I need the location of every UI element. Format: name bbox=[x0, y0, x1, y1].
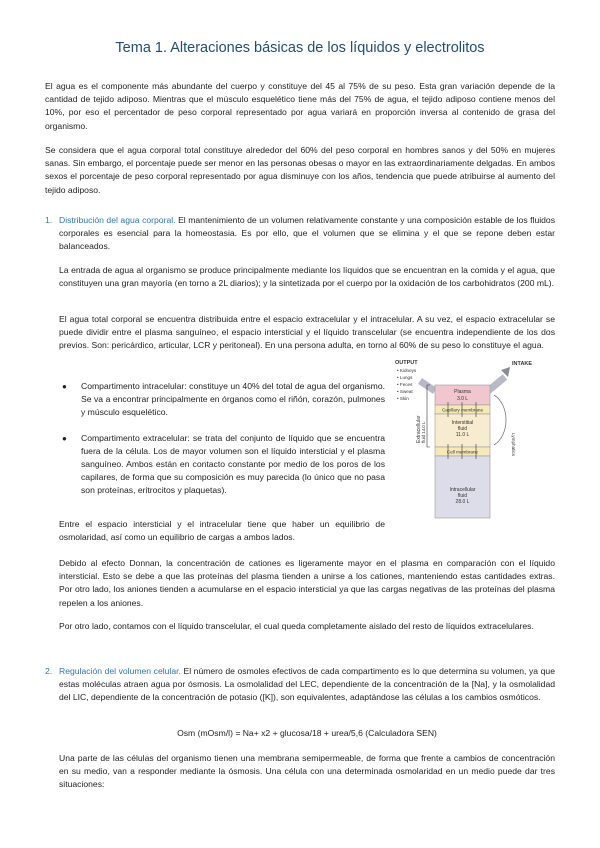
section-1-paragraph-3: El agua total corporal se encuentra distribuida entre el espacio extracelular y el intracelular. A su vez, el espacio extracelular se puede dividir entre el plasma sanguíneo, el espacio intersticial y el líquido transcelular (se encuentra independiente de los dos previos. Son: pericárdico, articular, LCR y peritoneal). En una persona adulta, en torno al 60% de su peso lo constituye el agua. bbox=[59, 314, 555, 351]
extracellular-bracket bbox=[427, 385, 430, 447]
section-1-paragraph-6: Por otro lado, contamos con el líquido transcelular, el cual queda completamente aislado del resto de líquidos extracelulares. bbox=[59, 621, 534, 631]
intro-paragraph-1: El agua es el componente más abundante del cuerpo y constituye del 45 al 75% de su peso. Esta gran variación depende de la cantidad de tejido adiposo. Mientras que el músculo esquelético tiene más del 75% de agua, el tejido adiposo contiene menos del 10%, por eso el percentador de peso corporal representado por agua variará en proporción inversa al contenido de grasa del organismo. bbox=[45, 81, 555, 131]
output-item-kidneys: • Kidneys bbox=[397, 368, 417, 373]
output-item-feces: • Feces bbox=[397, 382, 413, 387]
output-item-sweat: • Sweat bbox=[397, 389, 413, 394]
interstitial-volume: 11.0 L bbox=[455, 432, 470, 438]
lymphatics-curve bbox=[494, 395, 506, 445]
cell-membrane-label: Cell membrane bbox=[446, 449, 479, 455]
section-1-paragraph-2: La entrada de agua al organismo se produce principalmente mediante los líquidos que se encuentran en la comida y el agua, que constituyen una gran mayoría (en torno a 2L diarios); y la sintetizada por el cuerpo por la oxidación de los carbohidratos (200 mL). bbox=[59, 265, 555, 289]
intracellular-label-2: fluid bbox=[457, 493, 468, 499]
intake-tube bbox=[488, 377, 505, 391]
section-1-title: Distribución del agua corporal. bbox=[59, 215, 176, 225]
output-item-lungs: • Lungs bbox=[397, 375, 413, 380]
plasma-compartment bbox=[435, 385, 490, 405]
intro-paragraph-2: Se considera que el agua corporal total constituye alrededor del 60% del peso corporal en hombres sanos y del 50% en mujeres sanas. Sin embargo, el porcentaje puede ser menor en las personas obesas o mayor en las extraordinariamente delgadas. En ambos sexos el porcentaje de peso corporal representado por agua disminuye con los años, tendencia que puede atribuirse al aumento del tejido adiposo. bbox=[45, 145, 555, 195]
plasma-volume: 3.0 L bbox=[456, 396, 469, 402]
compartment-list bbox=[59, 380, 385, 498]
section-2-number: 2. bbox=[45, 666, 53, 676]
extracellular-side-label-2: fluid 14.0 L bbox=[421, 421, 426, 443]
body-fluid-compartments-figure bbox=[360, 355, 560, 520]
list-item-intracellular bbox=[59, 380, 385, 420]
intracellular-volume: 28.0 L bbox=[455, 499, 470, 505]
intracellular-label: Intracellular bbox=[449, 487, 476, 493]
section-1-paragraph-4: Entre el espacio intersticial y el intracelular tiene que haber un equilibrio de osmolaridad, así como un equilibrio de cargas a ambos lados. bbox=[59, 519, 385, 543]
bullet-icon: ● bbox=[62, 382, 67, 391]
section-2-title: Regulación del volumen celular. bbox=[59, 666, 181, 676]
plasma-label: Plasma bbox=[454, 389, 471, 395]
interstitial-label: Interstitial bbox=[451, 420, 474, 426]
intake-label: INTAKE bbox=[512, 361, 533, 367]
bullet-text: Compartimento extracelular: se trata del conjunto de líquido que se encuentra fuera de la célula. Los de mayor volumen son el líquido intersticial y el plasma sanguíneo. Ambos están en contacto constante por medio de los poros de los capilares, de forma que su composición es muy parecida (lo único que no pasa son proteínas, eritrocitos y plaquetas). bbox=[81, 432, 385, 496]
lymphatics-label: Lymphatics bbox=[511, 433, 516, 457]
section-1-lead: El mantenimiento de un volumen relativamente constante y una composición estable de los fluidos corporales es esencial para la homeostasia. Es por ello, que el volumen que se elimina y el que se repone deben estar balanceados. bbox=[59, 215, 555, 252]
interstitial-label-2: fluid bbox=[457, 426, 468, 432]
extracellular-side-label: Extracellular bbox=[416, 415, 422, 443]
output-tube bbox=[420, 381, 435, 391]
capillary-membrane-label: Capillary membrane bbox=[441, 407, 484, 413]
bullet-icon: ● bbox=[62, 433, 67, 443]
section-1-number: 1. bbox=[45, 215, 53, 225]
list-item-extracellular bbox=[59, 432, 385, 498]
section-1-heading-paragraph bbox=[45, 214, 555, 254]
section-2-lead: El número de osmoles efectivos de cada compartimento es lo que determina su volumen, ya que estas moléculas atraen agua por ósmosis. La osmolalidad del LEC, dependiente de la concentración de la [Na], y la osmolalidad del LIC, dependiente de la concentración de potasio ([K]), son equivalentes, adaptándose las células a los cambios osmóticos. bbox=[59, 666, 555, 703]
section-2-paragraph-2: Una parte de las células del organismo tienen una membrana semipermeable, de forma que frente a cambios de concentración en su medio, van a responder mediante la ósmosis. Una célula con una determinada osmolaridad en un medio puede dar tres situaciones: bbox=[59, 753, 555, 790]
output-item-skin: • Skin bbox=[397, 396, 409, 401]
section-1-paragraph-5: Debido al efecto Donnan, la concentración de cationes es ligeramente mayor en el plasma en comparación con el líquido intersticial. Esto se debe a que las proteínas del plasma tienden a unirse a los cationes, manteniendo estas cantidades extras. Por otro lado, los aniones tienden a acumularse en el espacio intersticial ya que las cargas negativas de las proteínas del plasma repelen a los aniones. bbox=[59, 558, 555, 608]
osmolality-formula: Osm (mOsm/l) = Na+ x2 + glucosa/18 + urea/5,6 (Calculadora SEN) bbox=[177, 728, 437, 738]
page-title: Tema 1. Alteraciones básicas de los líquidos y electrolitos bbox=[115, 40, 485, 56]
output-label: OUTPUT bbox=[395, 360, 418, 366]
bullet-text: Compartimento intracelular: constituye un 40% del total de agua del organismo. Se va a encontrar principalmente en órganos como el riñón, corazón, pulmones y músculo esquelético. bbox=[81, 381, 385, 418]
section-2-heading-paragraph bbox=[45, 665, 555, 705]
